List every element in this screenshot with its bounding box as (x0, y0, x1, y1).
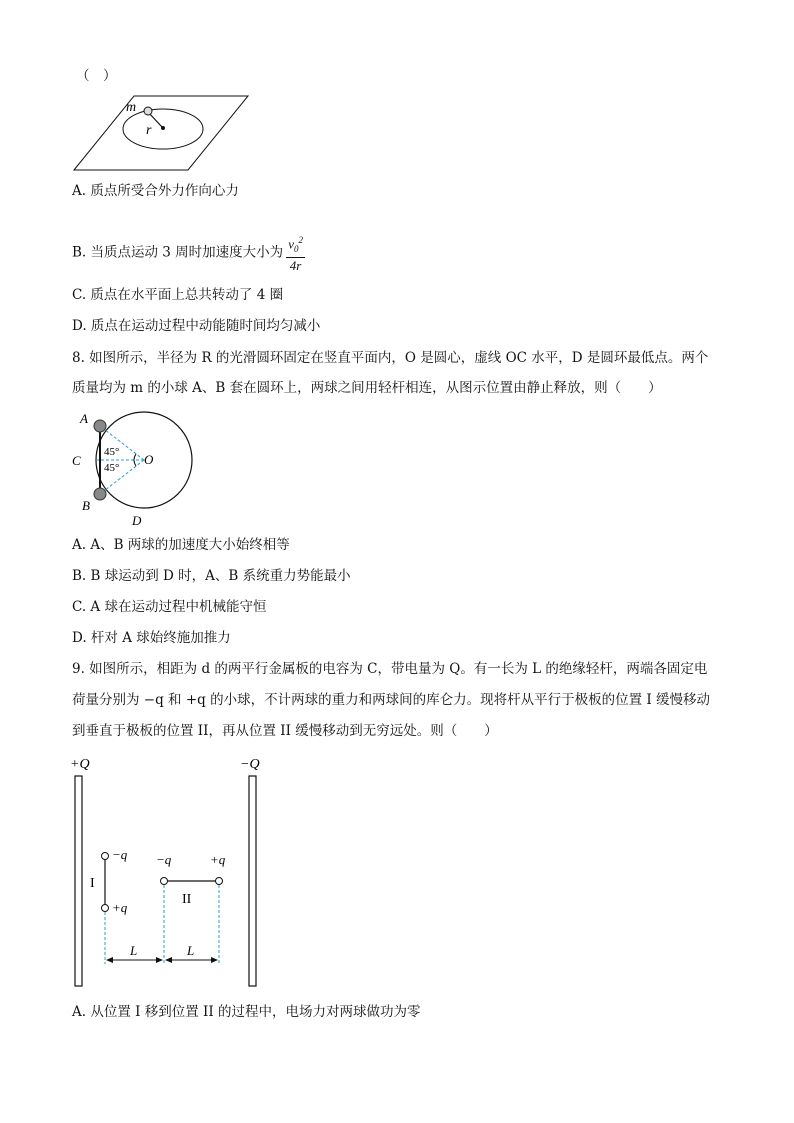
arrowhead (156, 957, 163, 963)
frac-num: v (288, 236, 294, 252)
q7-option-c: C. 质点在水平面上总共转动了 4 圈 (72, 287, 284, 303)
label-c: C (72, 453, 81, 468)
q8-stem-line1: 8. 如图所示，半径为 R 的光滑圆环固定在竖直平面内，O 是圆心，虚线 OC 水平，D 是圆环最低点。两个 (72, 350, 709, 366)
plate-right (249, 776, 256, 986)
frac-sub: 0 (293, 243, 299, 254)
mass-particle (144, 107, 152, 115)
angle-bottom: 45° (104, 462, 120, 474)
label-pos-q-1: +q (112, 900, 128, 915)
label-position-1: I (90, 876, 95, 891)
plate-right-charge: −Q (240, 757, 260, 772)
charge-pos-1 (102, 905, 109, 912)
plate-left-charge: +Q (70, 757, 90, 772)
arrowhead (106, 957, 113, 963)
label-neg-q-2: −q (156, 852, 172, 867)
label-m: m (126, 100, 137, 115)
q9-figure (68, 752, 268, 990)
answer-bracket: （ ） (76, 68, 117, 84)
label-a: A (80, 411, 88, 426)
arrowhead (211, 957, 218, 963)
label-l-2: L (187, 943, 195, 958)
q7-option-d: D. 质点在运动过程中动能随时间均匀减小 (72, 318, 321, 334)
q9-stem-line1: 9. 如图所示，相距为 d 的两平行金属板的电容为 C，带电量为 Q。有一长为 L 的绝缘轻杆，两端各固定电 (72, 661, 708, 677)
frac-den: 4r (289, 257, 302, 273)
q7-option-b-text: B. 当质点运动 3 周时加速度大小为 (72, 244, 284, 261)
fraction (286, 232, 305, 274)
label-l-1: L (130, 943, 138, 958)
q8-stem-line2: 质量均为 m 的小球 A、B 套在圆环上，两球之间用轻杆相连，从图示位置由静止释放，则（ ） (72, 380, 662, 396)
horizontal-plane (74, 96, 248, 170)
q9-stem-line2: 荷量分别为 −q 和 +q 的小球，不计两球的重力和两球间的库仑力。现将杆从平行于极板的位置 I 缓慢移动 (72, 692, 710, 708)
q7-option-b (72, 232, 305, 273)
q8-option-a: A. A、B 两球的加速度大小始终相等 (72, 537, 290, 553)
label-position-2: II (182, 892, 192, 907)
angle-arc (134, 454, 136, 466)
charge-neg-2 (161, 878, 168, 885)
q8-option-d: D. 杆对 A 球始终施加推力 (72, 630, 231, 646)
plate-left (75, 776, 82, 986)
q8-option-c: C. A 球在运动过程中机械能守恒 (72, 599, 267, 615)
q7-option-a: A. 质点所受合外力作向心力 (72, 183, 239, 199)
frac-sup: 2 (298, 235, 303, 245)
ball-a (94, 420, 106, 432)
charge-neg-1 (102, 853, 109, 860)
label-d: D (132, 513, 142, 528)
label-o: O (144, 452, 154, 467)
label-pos-q-2: +q (210, 852, 226, 867)
label-b: B (82, 498, 90, 513)
q7-figure (70, 92, 250, 174)
ball-b (94, 488, 106, 500)
angle-top: 45° (104, 446, 120, 458)
arrowhead (165, 957, 172, 963)
center-dot (161, 126, 165, 130)
q8-option-b: B. B 球运动到 D 时，A、B 系统重力势能最小 (72, 568, 351, 584)
label-neg-q-1: −q (112, 847, 128, 862)
charge-pos-2 (216, 878, 223, 885)
q8-figure (72, 404, 206, 530)
q9-stem-line3: 到垂直于极板的位置 II，再从位置 II 缓慢移动到无穷远处。则（ ） (72, 723, 498, 739)
q9-option-a: A. 从位置 I 移到位置 II 的过程中，电场力对两球做功为零 (72, 1004, 421, 1020)
label-r: r (146, 123, 152, 138)
